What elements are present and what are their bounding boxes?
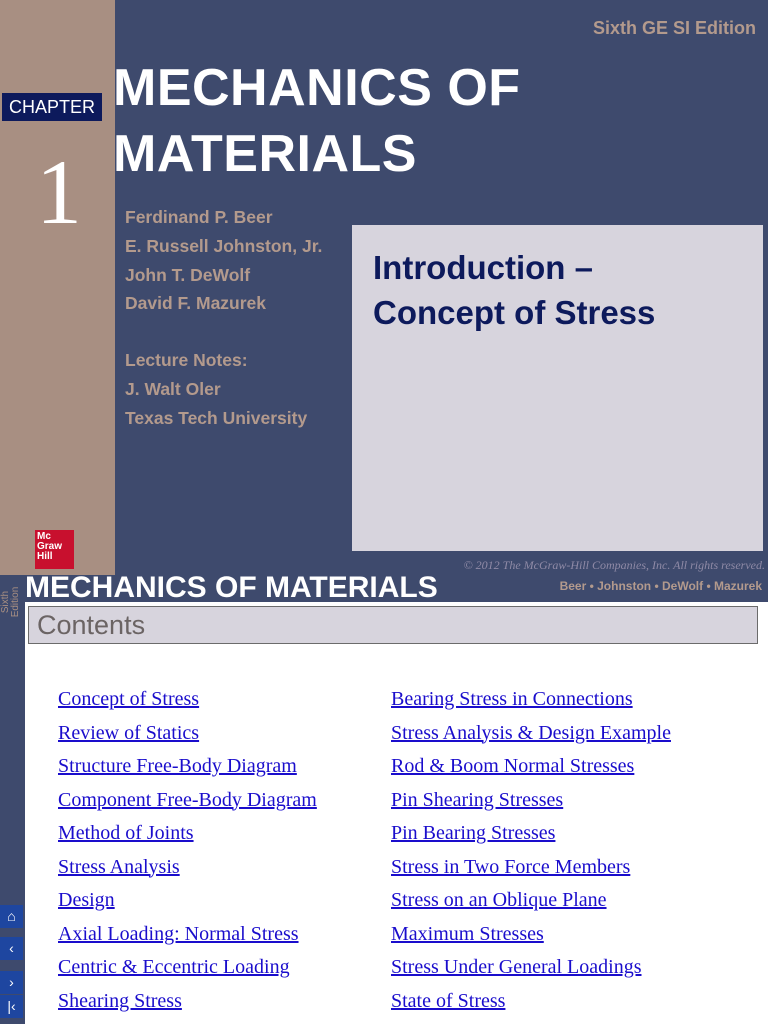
toc-link[interactable]: Stress in Two Force Members — [391, 855, 631, 878]
author-name: John T. DeWolf — [125, 264, 251, 285]
header-authors: Beer • Johnston • DeWolf • Mazurek — [559, 579, 762, 593]
mcgraw-hill-logo: Mc Graw Hill — [35, 530, 74, 569]
toc-link[interactable]: Pin Shearing Stresses — [391, 788, 564, 811]
next-icon[interactable]: › — [0, 971, 23, 994]
left-nav-bar — [0, 602, 25, 1024]
toc-link[interactable]: Design — [58, 889, 115, 911]
toc-link[interactable]: Structure Free-Body Diagram — [58, 755, 297, 777]
chapter-title — [373, 245, 655, 335]
toc-link[interactable]: Component Free-Body Diagram — [58, 788, 317, 811]
chapter-title-box — [352, 225, 763, 551]
toc-link[interactable]: Centric & Eccentric Loading — [58, 956, 290, 978]
first-icon[interactable]: |‹ — [0, 995, 23, 1018]
slide-title: MECHANICS OF MATERIALS — [25, 575, 438, 604]
toc-link[interactable]: Pin Bearing Stresses — [391, 822, 556, 844]
toc-link[interactable]: Shearing Stress — [58, 989, 182, 1012]
toc-link[interactable]: Stress Analysis & Design Example — [391, 721, 671, 744]
toc-link[interactable]: Method of Joints — [58, 822, 194, 844]
contents-slide — [0, 575, 768, 1024]
home-icon[interactable]: ⌂ — [0, 905, 23, 928]
toc-link[interactable]: Stress Analysis — [58, 855, 180, 878]
toc-link[interactable]: Stress Under General Loadings — [391, 956, 642, 978]
lecture-notes-author: J. Walt Oler — [125, 378, 221, 399]
lecture-notes-label: Lecture Notes: — [125, 350, 248, 371]
toc-left-column — [58, 683, 317, 1018]
toc-link[interactable]: State of Stress — [391, 989, 506, 1012]
book-title-line1: MECHANICS OF — [113, 59, 521, 117]
toc-link[interactable]: Bearing Stress in Connections — [391, 688, 633, 710]
toc-link[interactable]: Rod & Boom Normal Stresses — [391, 755, 635, 777]
toc-link[interactable]: Maximum Stresses — [391, 922, 544, 945]
toc-link[interactable]: Review of Statics — [58, 721, 200, 744]
toc-link[interactable]: Concept of Stress — [58, 688, 200, 710]
contents-heading-box — [28, 606, 758, 644]
contents-heading: Contents — [37, 610, 146, 640]
book-title — [113, 55, 521, 187]
left-accent-bar — [0, 0, 115, 575]
book-title-line2: MATERIALS — [113, 125, 417, 183]
toc-right-column — [391, 683, 671, 1018]
copyright-notice: © 2012 The McGraw-Hill Companies, Inc. All rights reserved. — [463, 558, 765, 572]
edition-label: Sixth GE SI Edition — [592, 18, 756, 38]
author-name: E. Russell Johnston, Jr. — [125, 235, 323, 256]
author-name: David F. Mazurek — [125, 293, 267, 314]
toc-link[interactable]: Stress on an Oblique Plane — [391, 889, 607, 911]
chapter-badge: CHAPTER — [2, 93, 102, 121]
toc-link[interactable]: Axial Loading: Normal Stress — [58, 922, 299, 945]
edition-vertical-label: Sixth Edition — [0, 586, 21, 618]
prev-icon[interactable]: ‹ — [0, 937, 23, 960]
chapter-title-line2: Concept of Stress — [373, 294, 656, 331]
lecture-notes-university: Texas Tech University — [125, 407, 308, 428]
author-name: Ferdinand P. Beer — [125, 207, 273, 227]
chapter-title-line1: Introduction – — [373, 249, 593, 286]
author-list — [125, 203, 322, 433]
chapter-number: 1 — [36, 141, 82, 243]
